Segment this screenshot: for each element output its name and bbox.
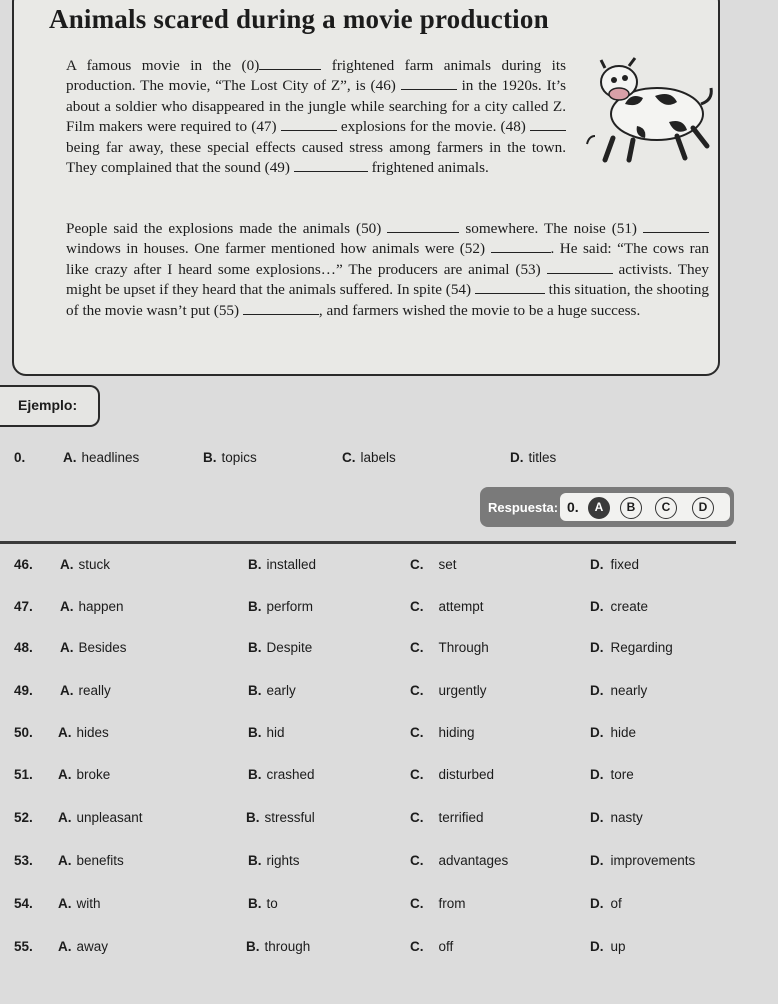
question-option-d[interactable]: D. of	[590, 896, 622, 911]
question-number: 49.	[14, 683, 33, 698]
passage-title: Animals scared during a movie production	[49, 4, 549, 34]
question-option-a[interactable]: A. benefits	[58, 853, 124, 868]
gap-blank	[387, 220, 459, 233]
question-row	[0, 725, 778, 745]
question-number: 50.	[14, 725, 33, 740]
question-option-d[interactable]: D. nasty	[590, 810, 643, 825]
question-option-b[interactable]: B. Despite	[248, 640, 313, 655]
example-option-b: B. topics	[203, 450, 257, 465]
question-row	[0, 939, 778, 959]
question-number: 53.	[14, 853, 33, 868]
question-row	[0, 896, 778, 916]
gap-blank	[281, 118, 337, 131]
answer-choice-d[interactable]: D	[692, 497, 714, 519]
example-option-d: D. titles	[510, 450, 557, 465]
example-row	[0, 450, 778, 470]
gap-blank	[259, 57, 321, 70]
passage-text: People said the explosions made the animals (50)	[66, 220, 388, 237]
question-option-d[interactable]: D. Regarding	[590, 640, 673, 655]
question-option-c[interactable]: C. off	[410, 939, 454, 954]
question-option-b[interactable]: B. hid	[248, 725, 285, 740]
gap-blank	[294, 159, 368, 172]
question-option-b[interactable]: B. installed	[248, 557, 317, 572]
question-option-a[interactable]: A. stuck	[60, 557, 111, 572]
question-option-a[interactable]: A. hides	[58, 725, 109, 740]
question-option-c[interactable]: C. hiding	[410, 725, 475, 740]
question-option-b[interactable]: B. through	[246, 939, 311, 954]
question-row	[0, 640, 778, 660]
question-option-d[interactable]: D. create	[590, 599, 649, 614]
question-option-b[interactable]: B. early	[248, 683, 296, 698]
question-row	[0, 853, 778, 873]
passage-text: , and farmers wished the movie to be a huge success.	[318, 301, 641, 319]
question-row	[0, 599, 778, 619]
example-option-c: C. labels	[342, 450, 396, 465]
question-option-c[interactable]: C. disturbed	[410, 767, 495, 782]
passage-text: this situation, the shooting of the movie wasn’t put (55)	[66, 281, 709, 319]
question-option-c[interactable]: C. advantages	[410, 853, 509, 868]
passage-paragraph-1	[66, 56, 566, 178]
section-divider	[0, 541, 736, 544]
question-number: 54.	[14, 896, 33, 911]
passage-text: somewhere. The noise (51)	[459, 220, 643, 237]
gap-blank	[243, 302, 319, 315]
question-option-b[interactable]: B. to	[248, 896, 278, 911]
question-option-c[interactable]: C. from	[410, 896, 466, 911]
answer-label: Respuesta:	[488, 500, 559, 515]
passage-text: frightened animals.	[367, 159, 489, 177]
question-option-d[interactable]: D. improvements	[590, 853, 696, 868]
question-option-b[interactable]: B. crashed	[248, 767, 315, 782]
question-number: 47.	[14, 599, 33, 614]
question-option-a[interactable]: A. broke	[58, 767, 111, 782]
example-number: 0.	[14, 450, 26, 465]
passage-text: . He said: “The cows ran like crazy after I heard some explosions…” The producers are animal (53)	[66, 240, 709, 278]
gap-blank	[401, 77, 457, 90]
question-option-a[interactable]: A. really	[60, 683, 111, 698]
question-option-c[interactable]: C. Through	[410, 640, 489, 655]
question-number: 46.	[14, 557, 33, 572]
question-option-a[interactable]: A. happen	[60, 599, 124, 614]
question-option-a[interactable]: A. unpleasant	[58, 810, 143, 825]
answer-number: 0.	[567, 499, 579, 515]
passage-paragraph-2	[66, 219, 709, 321]
question-option-b[interactable]: B. stressful	[246, 810, 315, 825]
ejemplo-label: Ejemplo:	[18, 397, 78, 413]
question-row	[0, 810, 778, 830]
question-number: 52.	[14, 810, 33, 825]
gap-blank	[643, 220, 709, 233]
passage-text: being far away, these special effects caused stress among farmers in the town. They complained that the sound (49)	[66, 138, 566, 177]
question-option-a[interactable]: A. away	[58, 939, 109, 954]
question-option-d[interactable]: D. fixed	[590, 557, 640, 572]
question-row	[0, 683, 778, 703]
answer-choice-a[interactable]: A	[588, 497, 610, 519]
passage-text: activists. They might be upset if they heard that the animals suffered. In spite (54)	[66, 260, 709, 299]
question-option-d[interactable]: D. nearly	[590, 683, 648, 698]
gap-blank	[475, 281, 545, 294]
gap-blank	[530, 118, 566, 131]
question-option-a[interactable]: A. with	[58, 896, 101, 911]
question-number: 51.	[14, 767, 33, 782]
passage-text: frightened farm animals during its production. The movie, “The Lost City of Z”, is (46)	[66, 57, 566, 95]
question-option-d[interactable]: D. hide	[590, 725, 637, 740]
answer-choice-b[interactable]: B	[620, 497, 642, 519]
answer-choice-c[interactable]: C	[655, 497, 677, 519]
question-number: 55.	[14, 939, 33, 954]
gap-blank	[547, 261, 613, 274]
question-option-d[interactable]: D. up	[590, 939, 626, 954]
cow-illustration	[585, 52, 715, 170]
question-row	[0, 767, 778, 787]
question-row	[0, 557, 778, 577]
passage-text: in the 1920s. It’s about a soldier who disappeared in the jungle while searching for a city called Z. Film makers were required to (47)	[66, 77, 566, 136]
question-option-c[interactable]: C. set	[410, 557, 457, 572]
question-option-b[interactable]: B. rights	[248, 853, 300, 868]
gap-blank	[491, 240, 551, 253]
example-option-a: A. headlines	[63, 450, 140, 465]
question-number: 48.	[14, 640, 33, 655]
passage-text: A famous movie in the (0)	[66, 57, 260, 74]
question-option-a[interactable]: A. Besides	[60, 640, 127, 655]
passage-text: windows in houses. One farmer mentioned how animals were (52)	[66, 240, 491, 258]
question-option-b[interactable]: B. perform	[248, 599, 314, 614]
passage-text: explosions for the movie. (48)	[336, 118, 531, 136]
question-option-d[interactable]: D. tore	[590, 767, 634, 782]
question-option-c[interactable]: C. attempt	[410, 599, 484, 614]
question-option-c[interactable]: C. terrified	[410, 810, 484, 825]
question-option-c[interactable]: C. urgently	[410, 683, 487, 698]
